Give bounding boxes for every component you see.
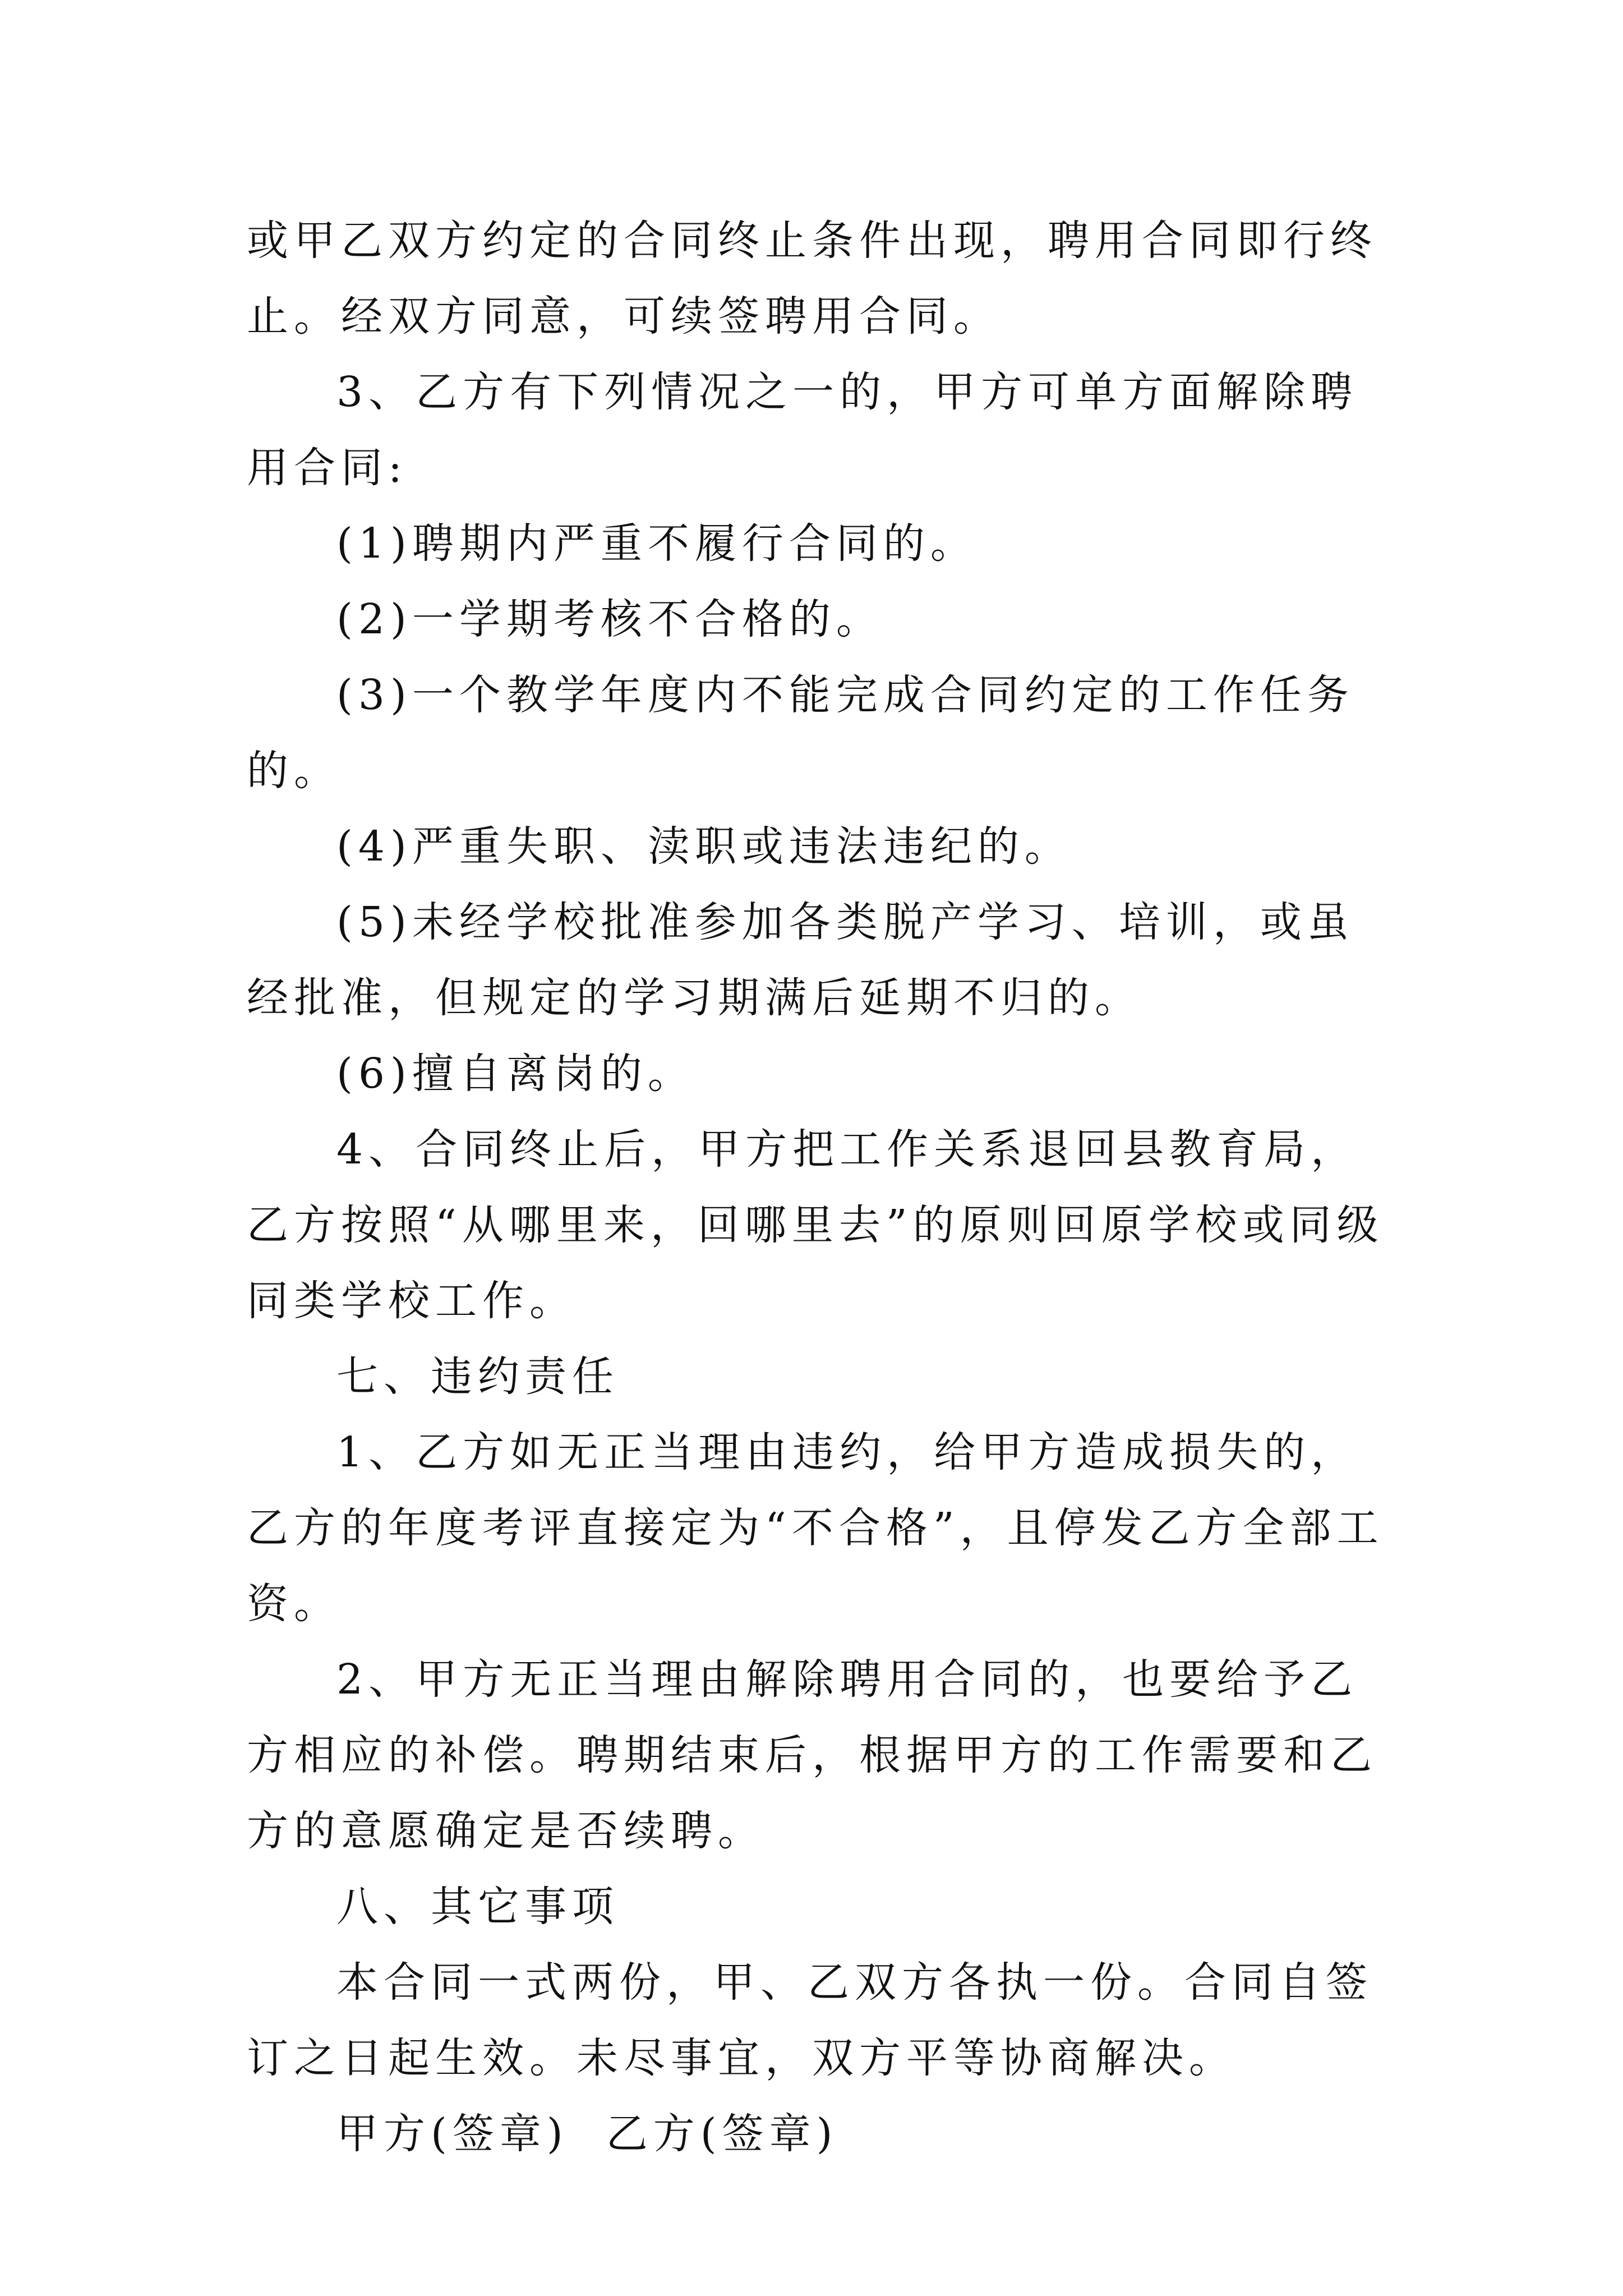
paragraph-item-5: (5)未经学校批准参加各类脱产学习、培训，或虽经批准，但规定的学习期满后延期不归的。 (247, 898, 1354, 1022)
paragraph-item-2: (2)一学期考核不合格的。 (336, 595, 883, 643)
paragraph-clause-3: 3、乙方有下列情况之一的，甲方可单方面解除聘用合同: (247, 368, 1358, 492)
signature-line: 甲方(签章) 乙方(签章) (336, 2110, 838, 2158)
paragraph-item-3: (3)一个教学年度内不能完成合同约定的工作任务的。 (247, 671, 1354, 795)
paragraph-item-6: (6)擅自离岗的。 (336, 1050, 695, 1098)
section-heading-other: 八、其它事项 (336, 1883, 619, 1931)
paragraph-contract-termination: 或甲乙双方约定的合同终止条件出现，聘用合同即行终止。经双方同意，可续签聘用合同。 (247, 217, 1377, 341)
paragraph-other-matters: 本合同一式两份，甲、乙双方各执一份。合同自签订之日起生效。未尽事宜，双方平等协商解决。 (247, 1958, 1373, 2082)
paragraph-item-1: (1)聘期内严重不履行合同的。 (336, 519, 978, 568)
paragraph-breach-1: 1、乙方如无正当理由违约，给甲方造成损失的，乙方的年度考评直接定为“不合格”，且停发乙方全部工资。 (247, 1428, 1384, 1628)
document-body (247, 203, 1391, 2172)
paragraph-clause-4: 4、合同终止后，甲方把工作关系退回县教育局，乙方按照“从哪里来，回哪里去”的原则回原学校或同级同类学校工作。 (247, 1125, 1384, 1325)
paragraph-breach-2: 2、甲方无正当理由解除聘用合同的，也要给予乙方相应的补偿。聘期结束后，根据甲方的工作需要和乙方的意愿确定是否续聘。 (247, 1655, 1377, 1855)
section-heading-breach: 七、违约责任 (336, 1352, 619, 1401)
paragraph-item-4: (4)严重失职、渎职或违法违纪的。 (336, 822, 1072, 871)
